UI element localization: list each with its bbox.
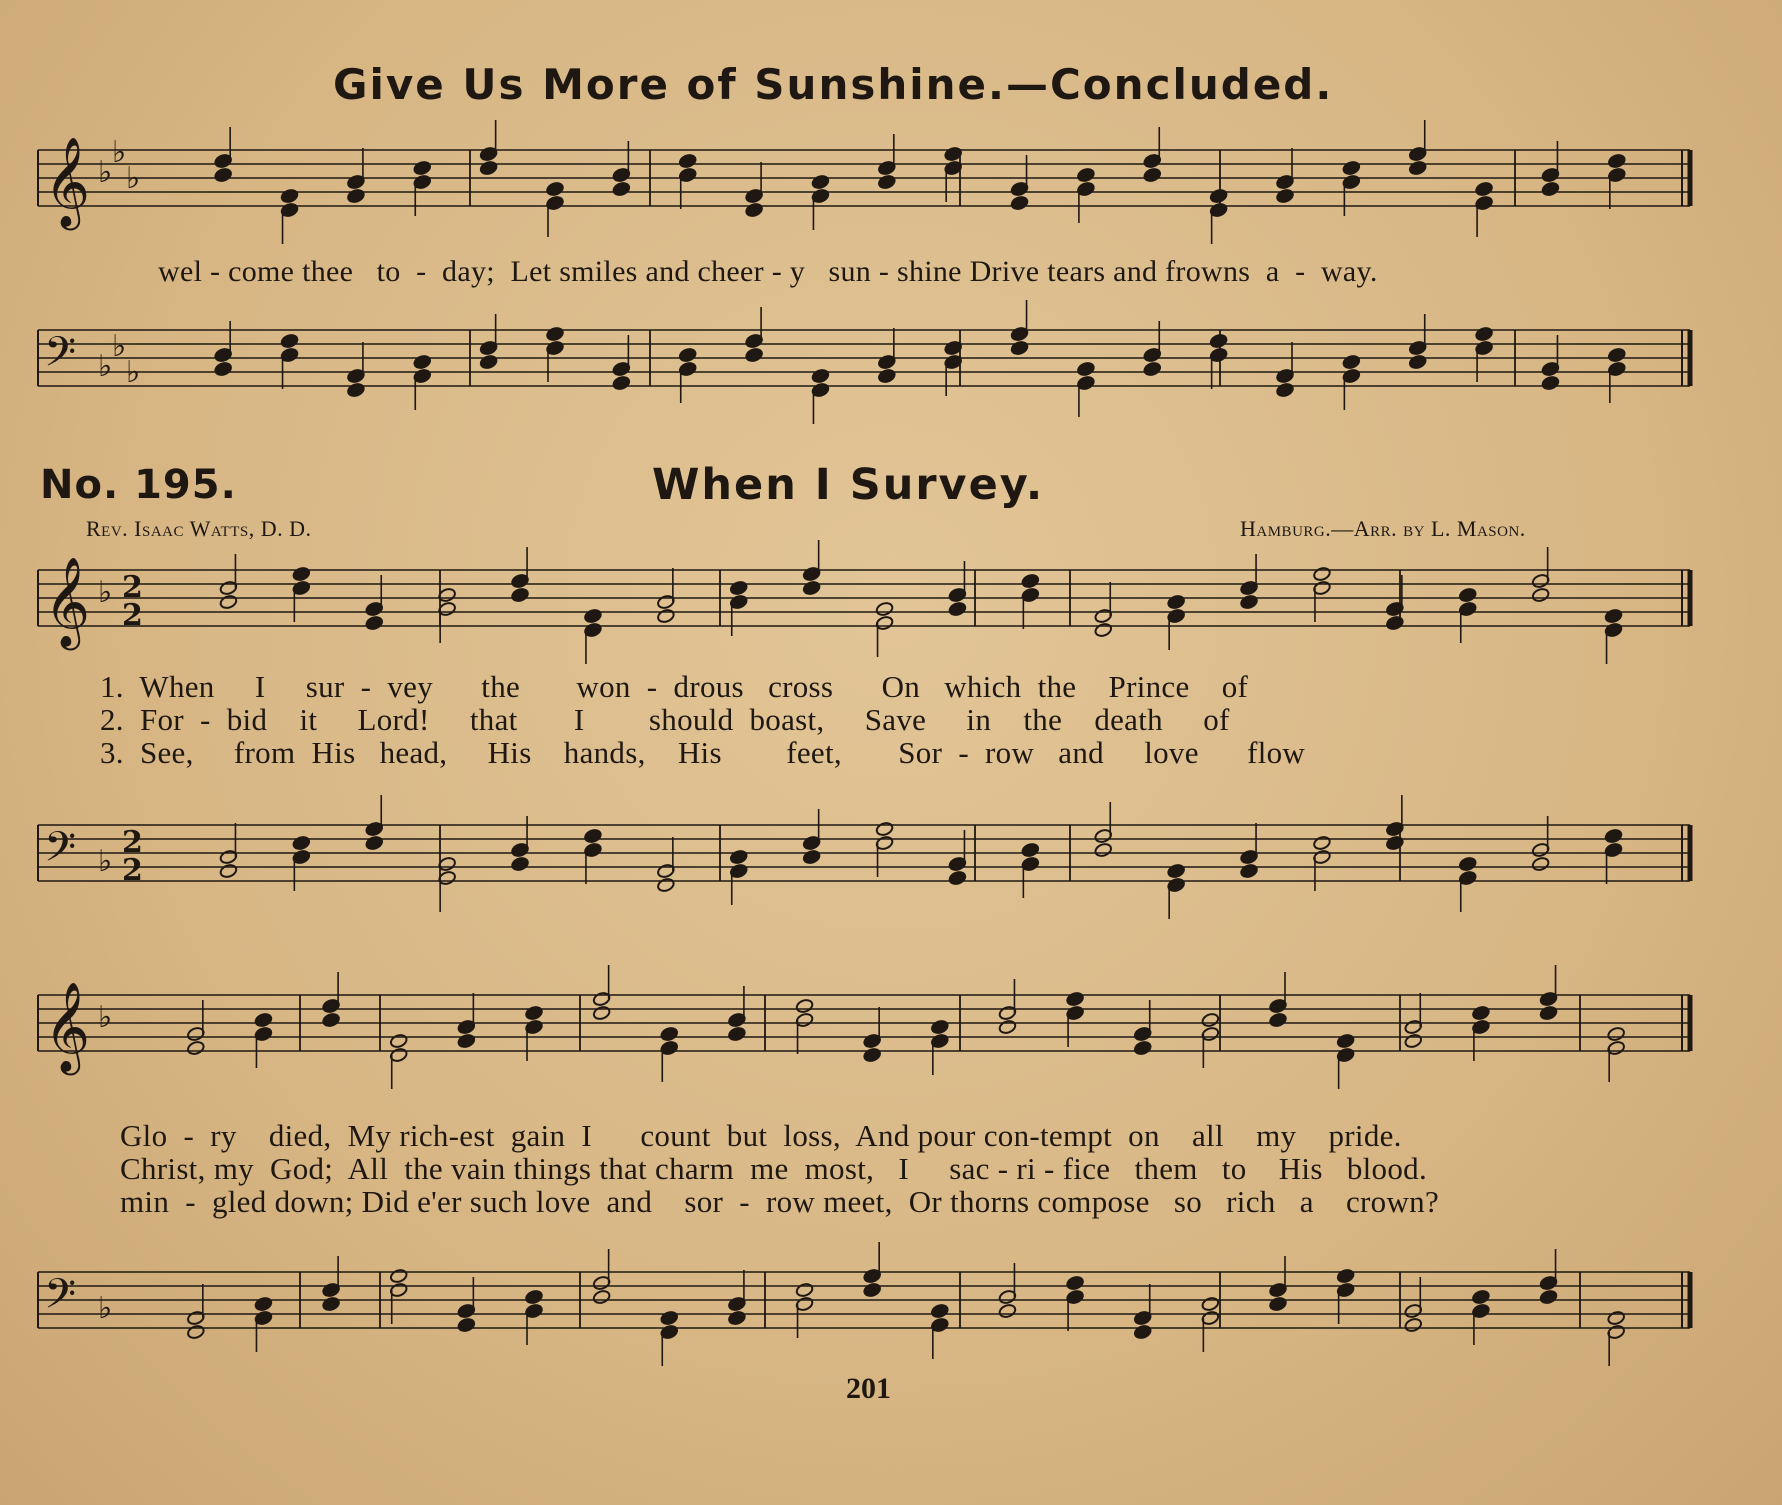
verse-1-line-2: Glo - ry died, My rich-est gain I count but loss, And pour con-tempt on all my pride. (120, 1118, 1402, 1153)
concluded-treble-staff (0, 135, 1782, 260)
verse-2-line-1: 2. For - bid it Lord! that I should boast, Save in the death of (100, 702, 1230, 737)
verse-1-line-1: 1. When I sur - vey the won - drous cross On which the Prince of (100, 669, 1249, 704)
svg-text:♭: ♭ (98, 155, 113, 190)
page-number: 201 (846, 1372, 891, 1405)
hymn-title: When I Survey. (652, 460, 1045, 510)
verse-treble-staff-2 (0, 982, 1782, 1105)
svg-text:♭: ♭ (98, 349, 113, 384)
verse-treble-staff-1 (0, 557, 1782, 680)
svg-text:2: 2 (122, 598, 143, 633)
svg-text:2: 2 (122, 825, 143, 860)
verse-2-line-2: Christ, my God; All the vain things that charm me most, I sac - ri - fice them to His blood. (120, 1151, 1428, 1186)
svg-text:♭: ♭ (112, 329, 127, 364)
svg-text:♭: ♭ (98, 575, 113, 610)
svg-text:𝄞: 𝄞 (44, 137, 91, 227)
svg-text:𝄢: 𝄢 (44, 328, 77, 386)
svg-text:♭: ♭ (98, 1291, 113, 1326)
concluded-lyrics: wel - come thee to - day; Let smiles and cheer - y sun - shine Drive tears and frowns a - way. (158, 255, 1378, 288)
svg-text:2: 2 (122, 570, 143, 605)
svg-text:2: 2 (122, 853, 143, 888)
svg-text:♭: ♭ (112, 135, 127, 170)
verse-3-line-2: min - gled down; Did e'er such love and sor - row meet, Or thorns compose so rich a crown? (120, 1184, 1440, 1219)
svg-text:𝄞: 𝄞 (44, 557, 91, 647)
verse-bass-staff-1 (0, 815, 1782, 935)
svg-text:𝄞: 𝄞 (44, 982, 91, 1072)
svg-text:♭: ♭ (98, 1000, 113, 1035)
verse-3-line-1: 3. See, from His head, His hands, His feet, Sor - row and love flow (100, 735, 1306, 770)
concluded-title: Give Us More of Sunshine.—Concluded. (333, 60, 1334, 109)
concluded-bass-staff (0, 320, 1782, 440)
svg-text:𝄢: 𝄢 (44, 823, 77, 881)
svg-text:♭: ♭ (126, 161, 141, 196)
tune-credit: Hamburg.—Arr. by L. Mason. (1240, 516, 1526, 541)
hymn-number: No. 195. (40, 462, 237, 508)
svg-text:♭: ♭ (126, 355, 141, 390)
svg-text:♭: ♭ (98, 844, 113, 879)
author-credit: Rev. Isaac Watts, D. D. (86, 516, 312, 541)
verse-bass-staff-2 (0, 1262, 1782, 1382)
svg-text:𝄢: 𝄢 (44, 1270, 77, 1328)
